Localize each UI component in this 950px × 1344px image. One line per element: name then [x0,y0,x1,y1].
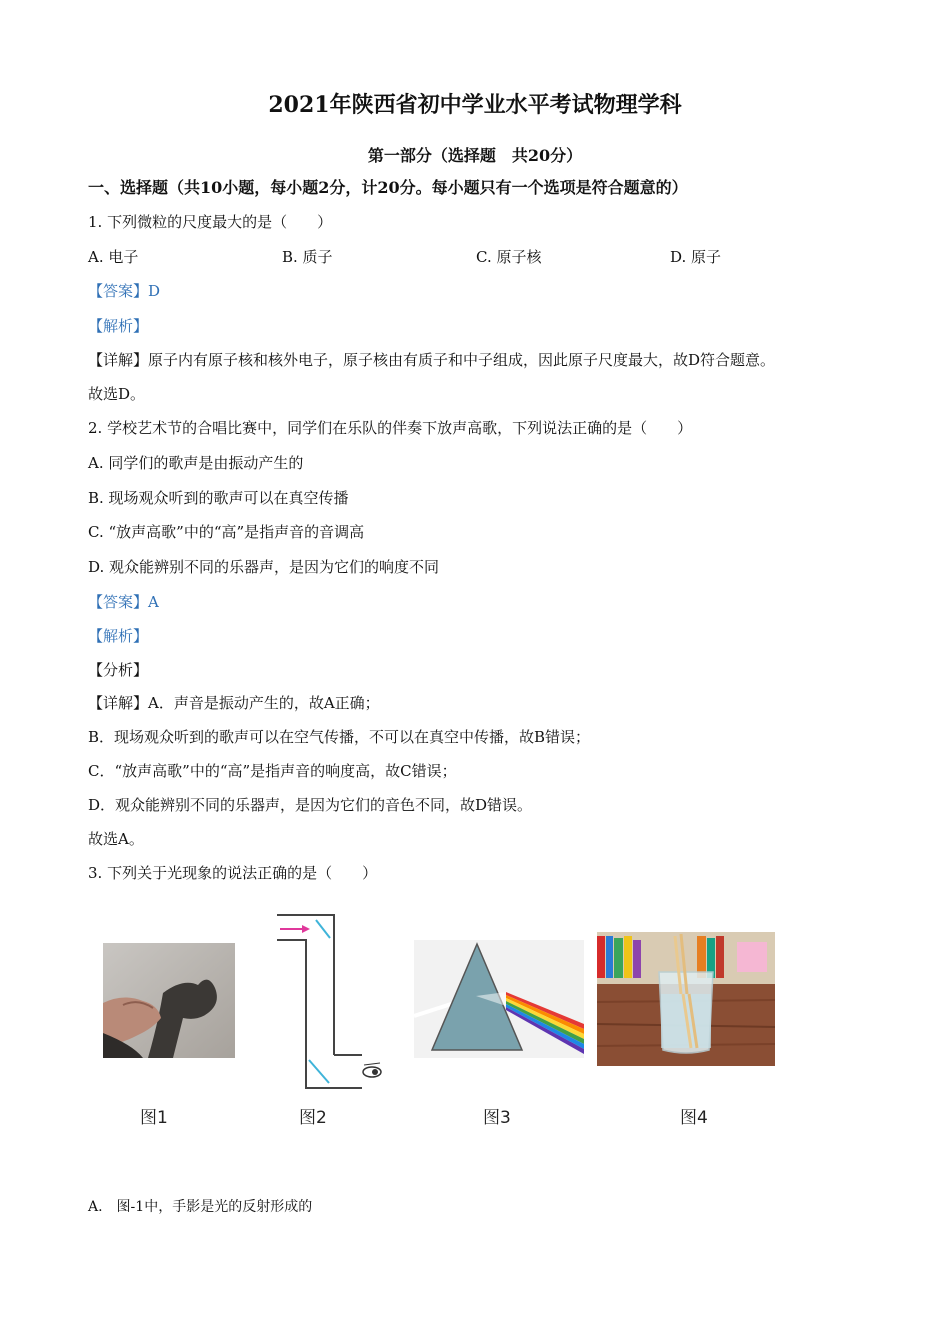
figure-1-hand-shadow-image [103,943,235,1058]
section-heading: 一、选择题（共10小题，每小题2分，计20分。每小题只有一个选项是符合题意的） [88,178,688,197]
page-title: 2021年陕西省初中学业水平考试物理学科 [268,92,682,118]
q1-stem: 1. 下列微粒的尺度最大的是（ ） [88,213,333,231]
q2-choose: 故选A。 [88,830,144,848]
q1-option-c: C. 原子核 [476,248,542,266]
part-heading: 第一部分（选择题 共20分） [367,146,583,165]
figure-3-caption: 图3 [483,1108,511,1128]
q1-choose: 故选D。 [88,385,146,403]
q1-option-a: A. 电子 [88,248,139,266]
figure-4-straw-in-water-photo [597,932,775,1066]
q2-detail-b: B．现场观众听到的歌声可以在空气传播，不可以在真空中传播，故B错误； [88,728,591,746]
q2-analysis-label: 【解析】 [88,627,149,645]
figure-2-caption: 图2 [299,1108,327,1128]
q1-option-b: B. 质子 [282,248,333,266]
q2-answer: 【答案】A [88,593,159,611]
figure-2-periscope-diagram [272,912,390,1092]
figure-4-caption: 图4 [680,1108,708,1128]
q1-analysis-label: 【解析】 [88,317,149,335]
q3-option-a: A. 图-1中，手影是光的反射形成的 [88,1199,313,1215]
q1-answer: 【答案】D [88,282,161,300]
q1-detail: 【详解】原子内有原子核和核外电子，原子核由有质子和中子组成，因此原子尺度最大，故D符合题意。 [88,351,776,369]
q2-detail-c: C．“放声高歌”中的“高”是指声音的响度高，故C错误； [88,762,457,780]
q2-option-c: C. “放声高歌”中的“高”是指声音的音调高 [88,523,365,541]
q2-stem: 2. 学校艺术节的合唱比赛中，同学们在乐队的伴奏下放声高歌，下列说法正确的是（ ） [88,419,693,437]
figure-3-prism-dispersion-diagram [414,940,584,1058]
q3-stem: 3. 下列关于光现象的说法正确的是（ ） [88,864,378,882]
q2-detail-a: 【详解】A．声音是振动产生的，故A正确； [88,694,380,712]
q2-fenxi-label: 【分析】 [88,661,149,679]
q2-detail-d: D．观众能辨别不同的乐器声，是因为它们的音色不同，故D错误。 [88,796,533,814]
q2-option-b: B. 现场观众听到的歌声可以在真空传播 [88,489,349,507]
figure-1-caption: 图1 [140,1108,168,1128]
q1-option-d: D. 原子 [670,248,722,266]
q2-option-d: D. 观众能辨别不同的乐器声，是因为它们的响度不同 [88,558,440,576]
q2-option-a: A. 同学们的歌声是由振动产生的 [88,454,304,472]
